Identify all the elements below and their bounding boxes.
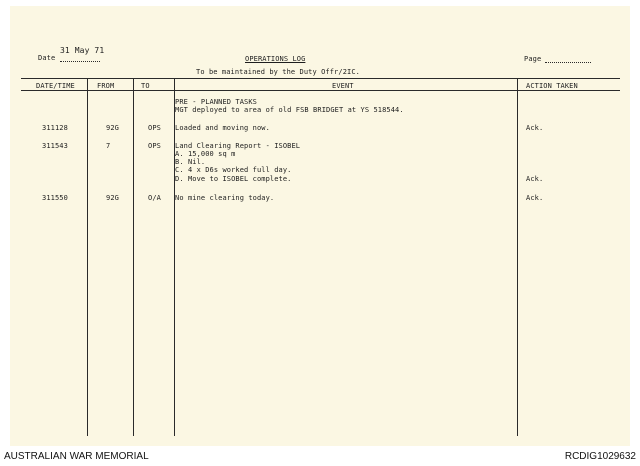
- archive-footer: [0, 446, 640, 466]
- footer-reference: RCDIG1029632: [564, 451, 636, 462]
- header-bottom-rule: [21, 90, 620, 91]
- event-line: C. 4 x D6s worked full day.: [175, 166, 292, 174]
- column-header-datetime: DATE/TIME: [36, 82, 75, 90]
- table-top-rule: [21, 78, 620, 79]
- row-datetime: 311128: [42, 124, 68, 132]
- event-line: No mine clearing today.: [175, 194, 275, 202]
- row-to: OPS: [148, 124, 161, 132]
- row-from: 92G: [106, 124, 119, 132]
- page-label: Page: [524, 55, 542, 63]
- column-divider: [87, 78, 88, 436]
- row-datetime: 311550: [42, 194, 68, 202]
- column-header-from: FROM: [97, 82, 115, 90]
- event-line: A. 15,000 sq m: [175, 150, 236, 158]
- event-line: B. Nil.: [175, 158, 206, 166]
- event-line: Land Clearing Report - ISOBEL: [175, 142, 301, 150]
- row-action: Ack.: [526, 124, 544, 132]
- event-line: PRE - PLANNED TASKS: [175, 98, 257, 106]
- row-from: 92G: [106, 194, 119, 202]
- log-title: OPERATIONS LOG: [245, 55, 306, 63]
- log-sheet: [10, 6, 630, 446]
- row-to: O/A: [148, 194, 161, 202]
- column-header-action: ACTION TAKEN: [526, 82, 578, 90]
- column-header-event: EVENT: [332, 82, 354, 90]
- date-label: Date: [38, 54, 56, 62]
- date-dotted-line: [60, 61, 100, 62]
- date-value: 31 May 71: [60, 46, 105, 55]
- page-dotted-line: [545, 62, 591, 63]
- row-action: Ack.: [526, 175, 544, 183]
- row-datetime: 311543: [42, 142, 68, 150]
- log-subtitle: To be maintained by the Duty Offr/2IC.: [196, 68, 360, 76]
- row-action: Ack.: [526, 194, 544, 202]
- column-header-to: TO: [141, 82, 150, 90]
- event-line: MGT deployed to area of old FSB BRIDGET at YS 518544.: [175, 106, 404, 114]
- column-divider: [517, 78, 518, 436]
- event-line: Loaded and moving now.: [175, 124, 270, 132]
- footer-source: AUSTRALIAN WAR MEMORIAL: [4, 451, 149, 462]
- row-to: OPS: [148, 142, 161, 150]
- column-divider: [133, 78, 134, 436]
- event-line: D. Move to ISOBEL complete.: [175, 175, 292, 183]
- row-from: 7: [106, 142, 111, 150]
